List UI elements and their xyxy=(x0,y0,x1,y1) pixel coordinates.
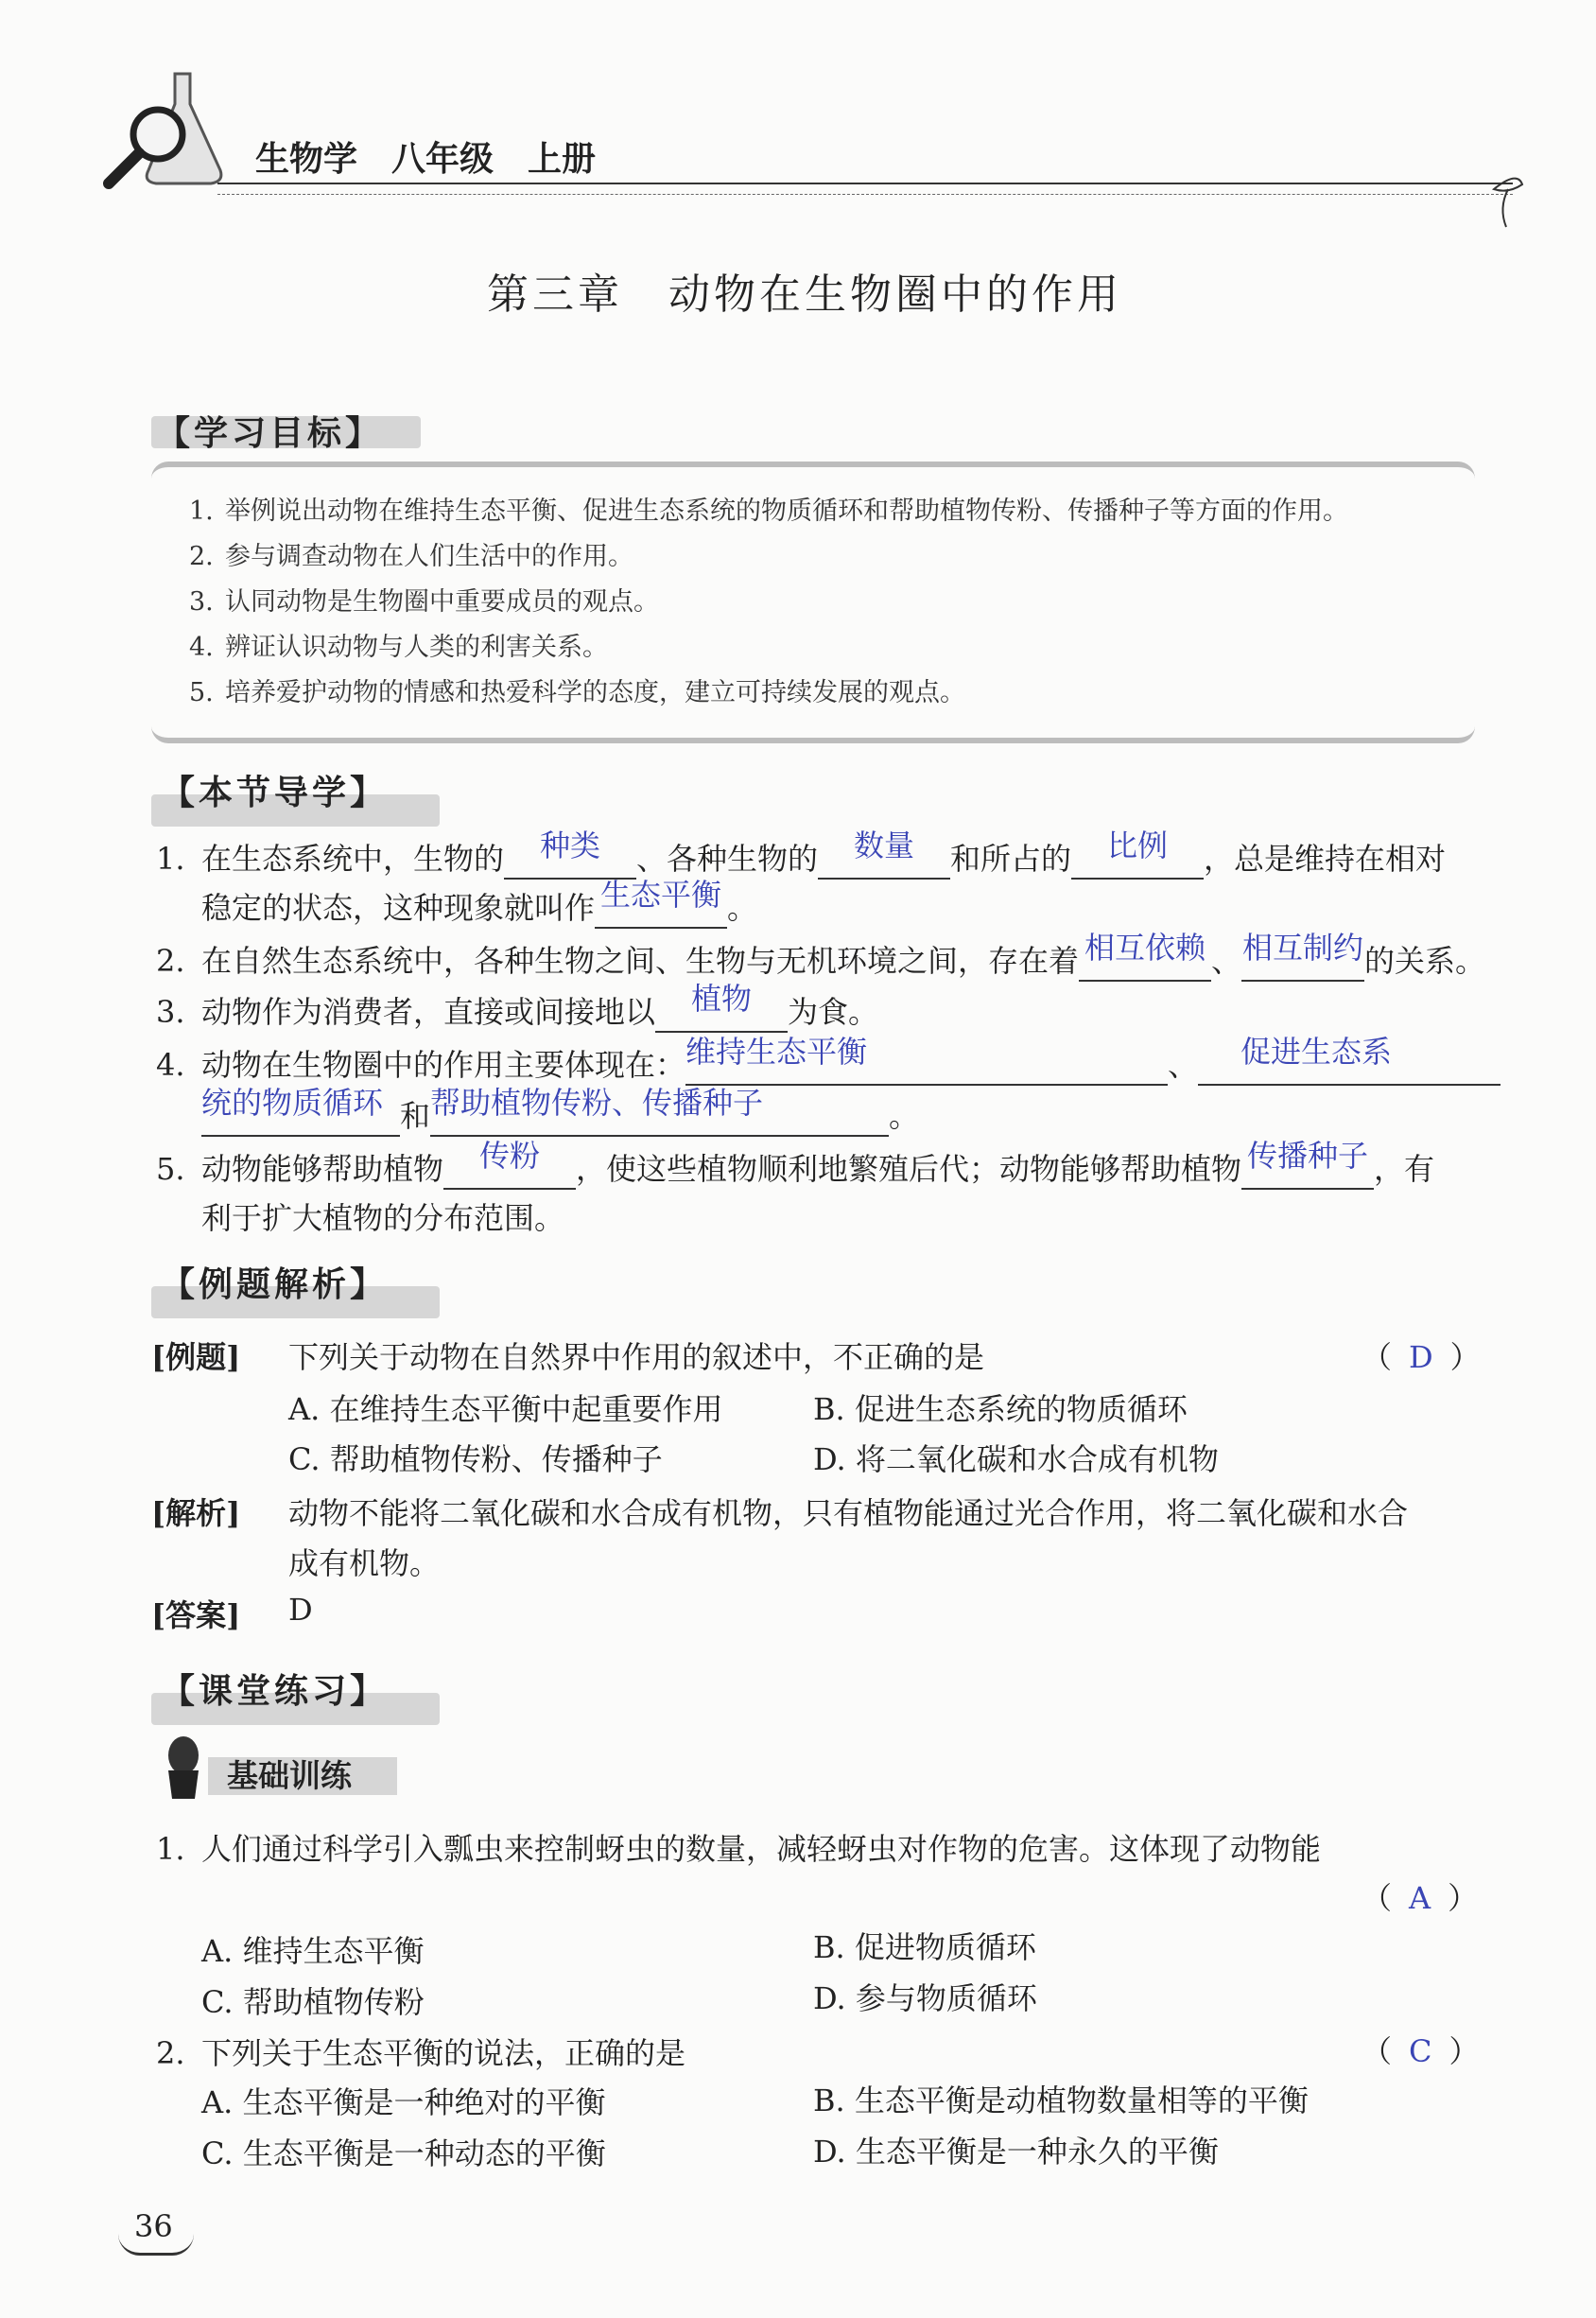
answer-tag: [答案] xyxy=(151,1597,241,1633)
guide-q3: 3. 动物作为消费者，直接或间接地以 植物 为食。 xyxy=(156,993,1596,1033)
cactus-icon xyxy=(159,1733,208,1801)
example-label: 【例题解析】 xyxy=(161,1265,389,1304)
analysis-tag: [解析] xyxy=(151,1495,241,1531)
goals-label: 【学习目标】 xyxy=(156,414,384,453)
practice-q2-a: A. 生态平衡是一种绝对的平衡 xyxy=(201,2084,606,2120)
guide-q1-line2: 稳定的状态，这种现象就叫作 生态平衡 。 xyxy=(201,889,1596,929)
guide-q4-line2: 统的物质循环 和帮助植物传粉、传播种子 。 xyxy=(201,1097,1596,1137)
leaf-ornament-icon xyxy=(1489,166,1527,232)
guide-q2: 2. 在自然生态系统中，各种生物之间、生物与无机环境之间，存在着 相互依赖 、相互制约的关系。 xyxy=(156,942,1596,982)
book-title: 生物学 八年级 上册 xyxy=(255,140,597,179)
practice-q2-b: B. 生态平衡是动植物数量相等的平衡 xyxy=(813,2083,1309,2118)
guide-label: 【本节导学】 xyxy=(161,774,389,812)
practice-q1-paren: （ A ） xyxy=(1362,1880,1479,1916)
practice-q2-paren: （ C ） xyxy=(1362,2033,1480,2069)
guide-q5-line2: 利于扩大植物的分布范围。 xyxy=(201,1200,565,1236)
example-option-c: C. 帮助植物传粉、传播种子 xyxy=(288,1441,663,1477)
practice-q2-d: D. 生态平衡是一种永久的平衡 xyxy=(813,2134,1219,2170)
guide-q1-line1: 1. 在生态系统中，生物的 种类 、各种生物的 数量 和所占的 比例 ，总是维持在相对 xyxy=(156,840,1596,880)
practice-q1-b: B. 促进物质循环 xyxy=(813,1929,1036,1965)
practice-q1-a: A. 维持生态平衡 xyxy=(201,1933,425,1969)
goal-item: 5. 培养爱护动物的情感和热爱科学的态度，建立可持续发展的观点。 xyxy=(189,678,965,707)
analysis-line2: 成有机物。 xyxy=(288,1545,441,1581)
example-tag: [例题] xyxy=(151,1339,241,1375)
practice-q1-d: D. 参与物质循环 xyxy=(813,1980,1037,2016)
goal-item: 3. 认同动物是生物圈中重要成员的观点。 xyxy=(189,587,659,617)
goal-item: 1. 举例说出动物在维持生态平衡、促进生态系统的物质循环和帮助植物传粉、传播种子等方面的作用。 xyxy=(189,497,1348,526)
page-number-swoosh xyxy=(118,2234,194,2256)
example-option-d: D. 将二氧化碳和水合成有机物 xyxy=(813,1441,1219,1477)
practice-q1-answer: A xyxy=(1409,1880,1431,1916)
header-rule xyxy=(217,183,1513,195)
practice-q2-c: C. 生态平衡是一种动态的平衡 xyxy=(201,2135,606,2171)
example-option-b: B. 促进生态系统的物质循环 xyxy=(813,1391,1188,1427)
practice-q2-answer: C xyxy=(1409,2033,1432,2069)
analysis-line1: 动物不能将二氧化碳和水合成有机物，只有植物能通过光合作用，将二氧化碳和水合 xyxy=(288,1495,1409,1531)
chapter-title: 第三章 动物在生物圈中的作用 xyxy=(487,270,1122,319)
practice-q1: 1. 人们通过科学引入瓢虫来控制蚜虫的数量，减轻蚜虫对作物的危害。这体现了动物能 xyxy=(156,1831,1322,1867)
guide-q5-line1: 5. 动物能够帮助植物 传粉 ，使这些植物顺利地繁殖后代；动物能够帮助植物 传播种子 ，有 xyxy=(156,1150,1596,1190)
practice-label: 【课堂练习】 xyxy=(161,1672,389,1711)
example-option-a: A. 在维持生态平衡中起重要作用 xyxy=(288,1391,723,1427)
goal-item: 2. 参与调查动物在人们生活中的作用。 xyxy=(189,542,633,571)
answer-value: D xyxy=(288,1592,313,1628)
practice-q2: 2. 下列关于生态平衡的说法，正确的是 xyxy=(156,2035,686,2071)
example-question: 下列关于动物在自然界中作用的叙述中，不正确的是 xyxy=(288,1339,985,1375)
example-answer-paren: （ D ） xyxy=(1362,1339,1481,1375)
practice-q1-c: C. 帮助植物传粉 xyxy=(201,1984,425,2020)
goal-item: 4. 辨证认识动物与人类的利害关系。 xyxy=(189,633,608,662)
example-answer-mark: D xyxy=(1409,1339,1433,1375)
guide-q4-line1: 4. 动物在生物圈中的作用主要体现在：维持生态平衡 、 促进生态系 xyxy=(156,1046,1596,1086)
basic-training-label: 基础训练 xyxy=(227,1757,352,1794)
page-number: 36 xyxy=(134,2208,173,2244)
